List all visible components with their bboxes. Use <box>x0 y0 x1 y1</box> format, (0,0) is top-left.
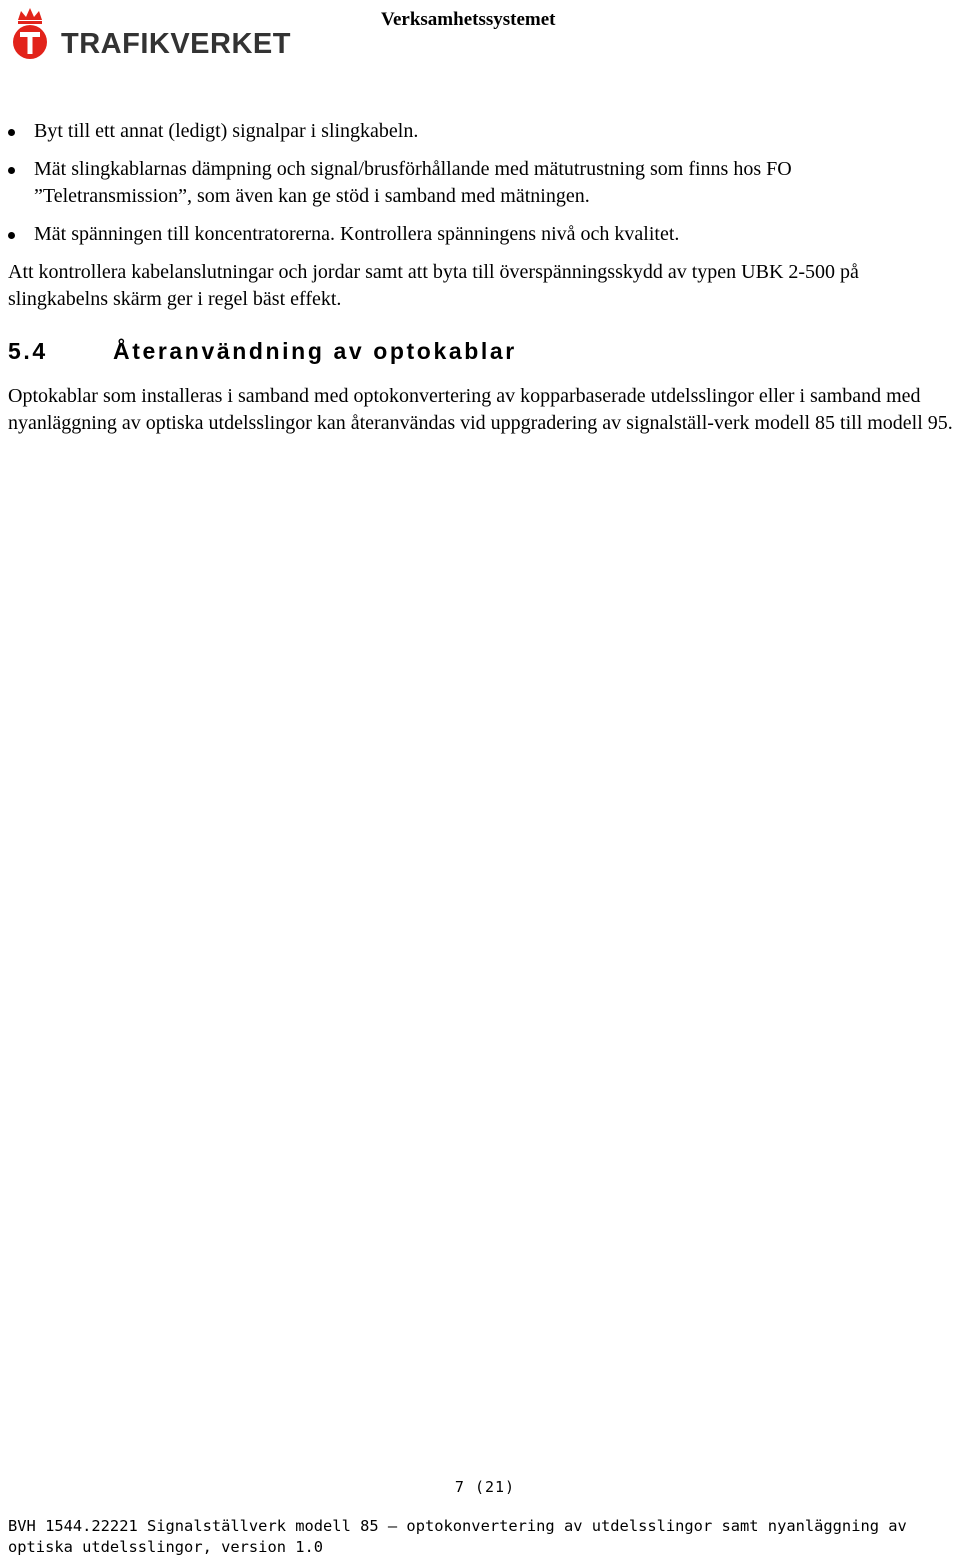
bullet-icon <box>8 232 15 239</box>
list-item <box>8 221 953 248</box>
bullet-icon <box>8 167 15 174</box>
trafikverket-logo <box>9 6 299 62</box>
list-item <box>8 118 953 145</box>
logo-text: TRAFIKVERKET <box>61 28 291 60</box>
page-header <box>0 0 960 70</box>
document-system-title: Verksamhetssystemet <box>381 9 556 30</box>
paragraph: Optokablar som installeras i samband med optokonvertering av kopparbaserade utdelsslingor eller i samband med nyanläggning av optiska utdelsslingor kan återanvändas vid uppgradering av signalställ-verk modell 85 till modell 95. <box>8 385 953 434</box>
document-body <box>8 118 953 437</box>
section-heading <box>8 338 953 368</box>
list-item-text: Mät slingkablarnas dämpning och signal/brusförhållande med mätutrustning som finns hos FO ”Teletransmission”, som även kan ge stöd i samband med mätningen. <box>34 158 792 207</box>
section-title: Återanvändning av optokablar <box>113 338 517 364</box>
list-item <box>8 156 953 210</box>
paragraph: Att kontrollera kabelanslutningar och jordar samt att byta till överspänningsskydd av typen UBK 2-500 på slingkabelns skärm ger i regel bäst effekt. <box>8 261 859 310</box>
page-footer: BVH 1544.22221 Signalställverk modell 85 – optokonvertering av utdelsslingor samt nyanläggning av optiska utdelsslingor, version 1.0 <box>8 1517 907 1556</box>
page-number: 7 (21) <box>454 1478 516 1496</box>
list-item-text: Byt till ett annat (ledigt) signalpar i slingkabeln. <box>34 120 419 142</box>
trafikverket-emblem-icon <box>9 6 51 62</box>
list-item-text: Mät spänningen till koncentratorerna. Kontrollera spänningens nivå och kvalitet. <box>34 223 680 245</box>
bullet-list <box>8 118 953 248</box>
section-number: 5.4 <box>8 338 48 364</box>
bullet-icon <box>8 129 15 136</box>
